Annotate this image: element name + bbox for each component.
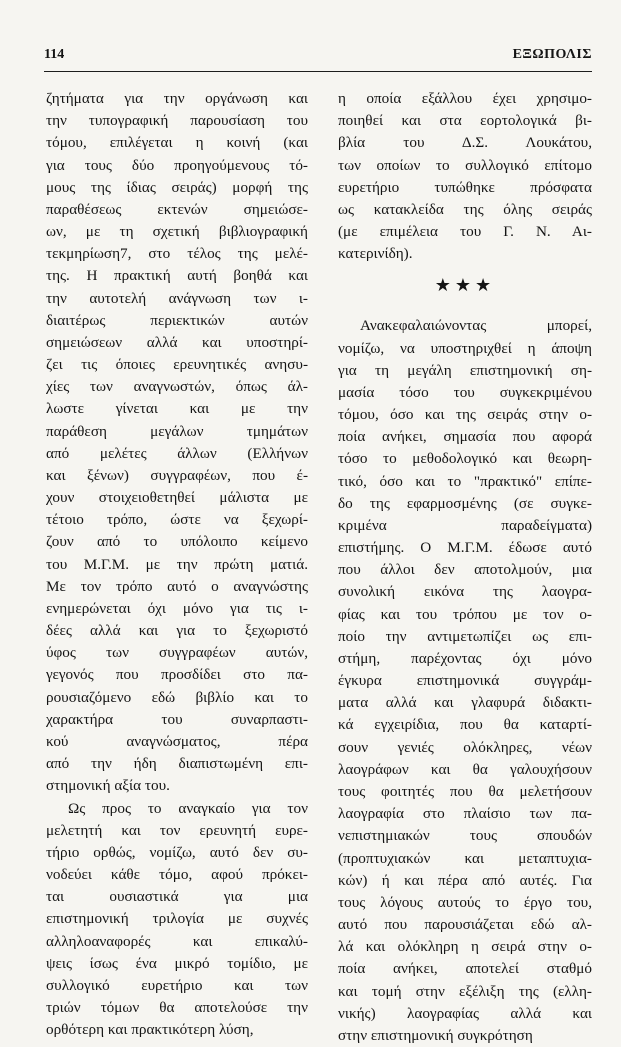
text-line: την τυπογραφική παρουσίαση του [46,112,308,130]
text-line: χαρακτήρα του συναρπαστι- [46,710,308,728]
text-line: μους της ίδιας σειράς) μορφή της [46,178,308,196]
text-line: τους λόγους αυτούς το έργο του, [338,893,592,911]
text-line: από την ήδη διαπιστωμένη επι- [46,755,308,773]
text-line: κών) ή και πέρα από αυτές. Για [338,871,592,889]
text-line: ποιηθεί και στα εορτολογικά βι- [338,112,592,130]
text-line: επιστημονική τριλογία με συχνές [46,910,308,928]
page-number: 114 [44,47,65,62]
text-line: παράθεση μεγάλων τμημάτων [46,422,308,440]
text-line: συλλογικό ευρετήριο και των [46,976,308,994]
text-line: τόμου, όσο και της σειράς στην ο- [338,406,592,424]
text-line: τόσο το μεθοδολογικό και θεωρη- [338,450,592,468]
text-line: νεπιστημιακών τους σπουδών [338,827,592,845]
text-line: λωστε γίνεται και με την [46,400,308,418]
text-line: συνολική εικόνα της λαογρα- [338,583,592,601]
text-line: νοδεύει κάθε τόμο, αφού πρόκει- [46,866,308,884]
text-line: και ξένων) συγγραφέων, που έ- [46,466,308,484]
text-line: βλία του Δ.Σ. Λουκάτου, [338,134,592,152]
text-line: κά εγχειρίδια, που θα καταρτί- [338,716,592,734]
text-line: νομίζω, να υποστηριχθεί η άποψη [338,339,592,357]
text-line: τριών τόμων θα αποτελούσε την [46,999,308,1017]
text-line: ως κατακλείδα της όλης σειράς [338,200,592,218]
text-line: παραθέσεως εκτενών σημειώσε- [46,200,308,218]
text-line: κατερινίδη). [338,245,413,263]
text-line: ορθότερη και πρακτικότερη λύση, [46,1021,254,1039]
text-line: ευρετήριο τυπώθηκε πρόσφατα [338,178,592,196]
text-line: αυτό που παρουσιάζεται εδώ αλ- [338,916,592,934]
text-line: Με τον τρόπο αυτό ο αναγνώστης [46,577,308,595]
text-line: από μελέτες άλλων (Ελλήνων [46,444,308,462]
text-line: μελετητή και τον ερευνητή ευρε- [46,821,308,839]
text-line: τόμου, επιλέγεται η κοινή (και [46,134,308,152]
text-line: ζει τις όποιες ερευνητικές ανησυ- [46,356,308,374]
text-line: τήριο ορθώς, νομίζω, αυτό δεν συ- [46,843,308,861]
text-line: ρουσιαζόμενο εδώ βιβλίο και το [46,688,308,706]
text-line: λά και ολόκληρη η σειρά στην ο- [338,938,592,956]
text-line: για τους δύο προηγούμενους τό- [46,156,308,174]
text-line: τέτοιο τρόπο, ώστε να ξεχωρί- [46,511,308,529]
text-line: στήμη, παρέχοντας όχι μόνο [338,649,592,667]
text-line: Ως προς το αναγκαίο για τον [68,799,308,817]
text-line: Ανακεφαλαιώνοντας μπορεί, [360,317,592,335]
right-column-top-text [338,88,592,265]
text-line: η οποία εξάλλου έχει χρησιμο- [338,90,592,107]
text-line: ενημερώνεται όχι μόνο για τις ι- [46,599,308,617]
text-line: χουν στοιχειοθετηθεί μάλιστα με [46,489,308,507]
text-line: σημειώσεων αλλά και υποστηρί- [46,333,308,351]
text-line: δο της εφαρμοσμένης (σε συγκε- [338,494,592,512]
text-line: νικής) λαογραφίας αλλά και [338,1004,592,1022]
text-line: χίες των αναγνωστών, όπως άλ- [46,378,308,396]
running-title: ΕΞΩΠΟΛΙΣ [512,47,592,62]
text-line: στημονική αξία του. [46,777,170,795]
section-separator: ★★★ [434,275,496,297]
text-line: ζητήματα για την οργάνωση και [46,90,308,107]
text-line: κριμένα παραδείγματα) [338,516,592,534]
text-line: ποία ανήκει, σημασία που αφορά [338,428,592,446]
text-line: της. Η πρακτική αυτή βοηθά και [46,267,308,285]
text-line: την αυτοτελή ανάγνωση των ι- [46,289,308,307]
text-line: ματα αλλά και γλαφυρά διδακτι- [338,694,592,712]
left-column [46,88,308,1041]
text-line: επιστήμης. Ο Μ.Γ.Μ. έδωσε αυτό [338,539,592,557]
text-line: σουν γενιές ολόκληρες, νέων [338,738,592,756]
text-line: αλληλοαναφορές και επικαλύ- [46,932,308,950]
text-line: ται ουσιαστικά για μια [46,888,308,906]
header-rule [44,71,592,72]
text-line: κού αναγνώσματος, πέρα [46,732,308,750]
text-line: ζουν από το υπόλοιπο κείμενο [46,533,308,551]
text-line: ύφος των συγγραφέων αυτών, [46,644,308,662]
text-line: των οποίων το συλλογικό επίτομο [338,156,592,174]
text-line: και τομή στην εξέλιξη της (ελλη- [338,982,592,1000]
text-line: τεκμηρίωση7, στο τέλος της μελέ- [46,245,308,263]
text-line: (προπτυχιακών και μεταπτυχια- [338,849,592,867]
text-line: για τη μεγάλη επιστημονική ση- [338,361,592,379]
text-line: τικό, όσο και το "πρακτικό" επίπε- [338,472,592,490]
right-column-bottom-text [338,315,592,1047]
text-line: τους φοιτητές που θα μελετήσουν [338,782,592,800]
text-line: (με επιμέλεια του Γ. Ν. Αι- [338,223,592,241]
text-line: διαιτέρως περιεκτικών αυτών [46,311,308,329]
text-line: που άλλοι δεν αποτολμούν, μια [338,561,592,579]
text-line: του Μ.Γ.Μ. με την πρώτη ματιά. [46,555,308,573]
text-line: ων, με τη σχετική βιβλιογραφική [46,223,308,241]
text-line: ψεις ίσως ένα μικρό τομίδιο, με [46,954,308,972]
text-line: φίας και του τρόπου με τον ο- [338,605,592,623]
text-line: γεγονός που προσδίδει στο πα- [46,666,308,684]
text-line: στην επιστημονική συγκρότηση [338,1026,533,1044]
right-column [338,88,592,1047]
text-line: ποίο την αντιμετωπίζει ως επι- [338,627,592,645]
text-line: δέες αλλά και για το ξεχωριστό [46,622,308,640]
text-line: έγκυρα επιστημονικά συγγράμ- [338,672,592,690]
text-line: λαογραφία στο πλαίσιο των πα- [338,805,592,823]
text-line: λαογράφων και θα γαλουχήσουν [338,760,592,778]
text-line: μασία τόσο του συγκεκριμένου [338,383,592,401]
page-header [44,47,592,69]
text-line: ποία ανήκει, αποτελεί σταθμό [338,960,592,978]
